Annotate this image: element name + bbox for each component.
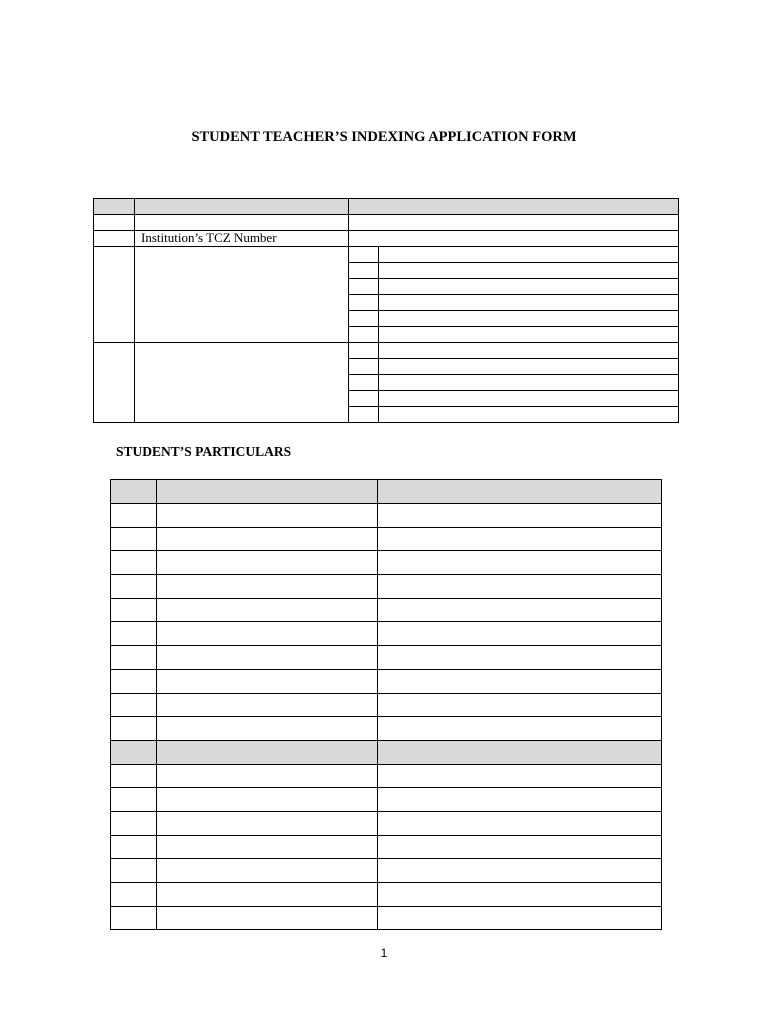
institution-subrow-rule <box>348 326 679 327</box>
institution-subrow-rule <box>348 406 679 407</box>
institution-table-subcol-divider <box>378 246 379 423</box>
institution-table-rule <box>93 214 679 215</box>
particulars-row-rule <box>110 740 662 741</box>
institution-subrow-rule <box>348 374 679 375</box>
particulars-row-rule <box>110 716 662 717</box>
institution-subrow-rule <box>348 262 679 263</box>
institution-subrow-rule <box>348 310 679 311</box>
particulars-row-rule <box>110 835 662 836</box>
particulars-row-rule <box>110 503 662 504</box>
particulars-row-rule <box>110 574 662 575</box>
section-heading: STUDENT’S PARTICULARS <box>116 444 292 459</box>
particulars-row-rule <box>110 621 662 622</box>
particulars-row-rule <box>110 882 662 883</box>
institution-subrow-rule <box>348 294 679 295</box>
particulars-table-border <box>110 479 662 930</box>
institution-subrow-rule <box>348 358 679 359</box>
particulars-row-rule <box>110 645 662 646</box>
particulars-row-rule <box>110 858 662 859</box>
institution-subrow-rule <box>348 278 679 279</box>
particulars-row-rule <box>110 527 662 528</box>
particulars-row-rule <box>110 906 662 907</box>
particulars-col-divider <box>377 479 378 930</box>
particulars-row-rule <box>110 764 662 765</box>
particulars-row-rule <box>110 693 662 694</box>
particulars-row-rule <box>110 787 662 788</box>
particulars-col-divider <box>156 479 157 930</box>
page-number: 1 <box>380 946 388 960</box>
institution-table-rule <box>93 246 679 247</box>
tcz-number-label: Institution’s TCZ Number <box>141 230 277 245</box>
page-title: STUDENT TEACHER’S INDEXING APPLICATION FORM <box>191 129 577 145</box>
institution-subrow-rule <box>348 390 679 391</box>
particulars-row-rule <box>110 598 662 599</box>
institution-table-rule <box>93 342 679 343</box>
particulars-row-rule <box>110 550 662 551</box>
particulars-row-rule <box>110 811 662 812</box>
particulars-row-rule <box>110 669 662 670</box>
institution-table-col-divider <box>134 198 135 423</box>
